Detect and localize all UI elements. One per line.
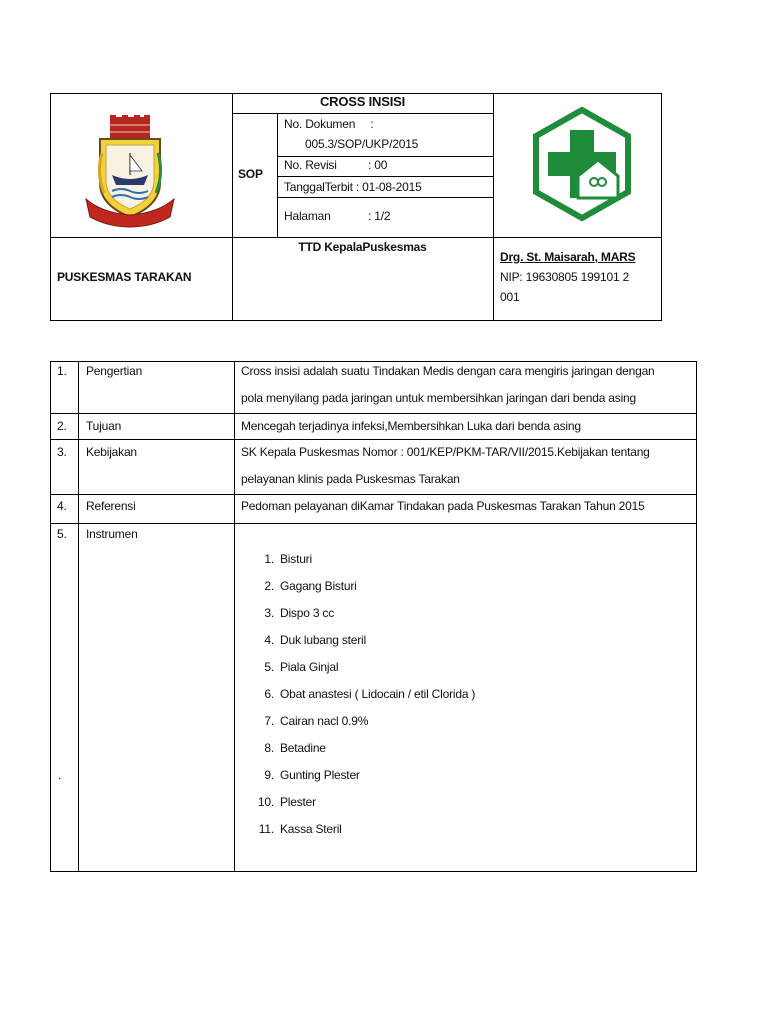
list-text: Betadine xyxy=(280,741,326,755)
list-number: 1. xyxy=(264,552,274,566)
list-item xyxy=(252,684,475,704)
content-border xyxy=(50,361,697,872)
row-label-referensi: Referensi xyxy=(86,499,136,513)
coat-of-arms-icon xyxy=(82,113,178,229)
revision-value: : 00 xyxy=(368,158,388,172)
list-text: Plester xyxy=(280,795,316,809)
list-number: 6. xyxy=(264,687,274,701)
row-label-kebijakan: Kebijakan xyxy=(86,445,137,459)
row-number: 5. xyxy=(57,527,67,541)
list-text: Obat anastesi ( Lidocain / etil Clorida ) xyxy=(280,687,476,701)
list-number: 8. xyxy=(264,741,274,755)
row-content-line: pelayanan klinis pada Puskesmas Tarakan xyxy=(241,472,460,486)
divider xyxy=(50,413,697,414)
coat-of-arms-logo xyxy=(82,113,178,229)
row-content-line: Cross insisi adalah suatu Tindakan Medis dengan cara mengiris jaringan dengan xyxy=(241,364,655,378)
signature-title: TTD KepalaPuskesmas xyxy=(298,240,427,254)
issue-date: TanggalTerbit : 01-08-2015 xyxy=(284,180,422,194)
row-number: 4. xyxy=(57,499,67,513)
row-label-pengertian: Pengertian xyxy=(86,364,143,378)
list-text: Piala Ginjal xyxy=(280,660,339,674)
divider xyxy=(277,176,494,177)
list-text: Gagang Bisturi xyxy=(280,579,357,593)
list-item xyxy=(252,765,360,785)
list-item xyxy=(252,576,357,596)
doc-number-label xyxy=(284,117,373,131)
divider xyxy=(78,361,79,872)
list-text: Bisturi xyxy=(280,552,312,566)
divider xyxy=(232,93,233,321)
list-number: 7. xyxy=(264,714,274,728)
page-label: Halaman xyxy=(284,209,331,223)
divider xyxy=(232,113,494,114)
list-text: Dispo 3 cc xyxy=(280,606,335,620)
divider xyxy=(234,361,235,872)
list-number: 5. xyxy=(264,660,274,674)
divider xyxy=(50,523,697,524)
document-title: CROSS INSISI xyxy=(319,94,405,109)
sop-label: SOP xyxy=(238,167,263,181)
list-item xyxy=(252,819,342,839)
row-content-line: pola menyilang pada jaringan untuk membersihkan jaringan dari benda asing xyxy=(241,391,636,405)
list-number: 11. xyxy=(258,822,274,836)
list-item xyxy=(252,657,338,677)
nip-line-1: NIP: 19630805 199101 2 xyxy=(500,270,630,284)
puskesmas-logo xyxy=(532,106,632,222)
list-text: Gunting Plester xyxy=(280,768,360,782)
row-content-line: Pedoman pelayanan diKamar Tindakan pada Puskesmas Tarakan Tahun 2015 xyxy=(241,499,645,513)
list-text: Duk lubang steril xyxy=(280,633,366,647)
puskesmas-logo-icon xyxy=(532,106,632,222)
list-number: 10. xyxy=(257,795,274,809)
list-text: Kassa Steril xyxy=(280,822,342,836)
list-item xyxy=(252,711,368,731)
organization-name: PUSKESMAS TARAKAN xyxy=(57,270,192,284)
list-number: 4. xyxy=(264,633,274,647)
row-label-tujuan: Tujuan xyxy=(86,419,122,433)
divider xyxy=(50,439,697,440)
row-content-line: SK Kepala Puskesmas Nomor : 001/KEP/PKM-TAR/VII/2015.Kebijakan tentang xyxy=(241,445,650,459)
doc-number-value: 005.3/SOP/UKP/2015 xyxy=(305,137,419,151)
revision-label: No. Revisi xyxy=(284,158,337,172)
doc-number-separator: : xyxy=(370,117,374,131)
list-item xyxy=(252,738,326,758)
head-name: Drg. St. Maisarah, MARS xyxy=(500,250,636,264)
divider xyxy=(50,494,697,495)
list-item xyxy=(252,549,312,569)
list-number: 3. xyxy=(264,606,274,620)
divider xyxy=(277,156,494,157)
list-number: 9. xyxy=(264,768,274,782)
row-label-instrumen: Instrumen xyxy=(86,527,138,541)
divider xyxy=(493,93,494,321)
page-value: : 1/2 xyxy=(368,209,391,223)
row-number: 1. xyxy=(57,364,67,378)
row-content-line: Mencegah terjadinya infeksi,Membersihkan Luka dari benda asing xyxy=(241,419,581,433)
list-item xyxy=(252,630,366,650)
list-item xyxy=(252,603,334,623)
divider xyxy=(50,237,662,238)
row-number: 2. xyxy=(57,419,67,433)
stray-dot: . xyxy=(58,768,62,782)
divider xyxy=(277,113,278,237)
row-number: 3. xyxy=(57,445,67,459)
list-text: Cairan nacl 0.9% xyxy=(280,714,369,728)
doc-number-label-text: No. Dokumen xyxy=(284,117,356,131)
list-item xyxy=(252,792,316,812)
list-number: 2. xyxy=(264,579,274,593)
nip-line-2: 001 xyxy=(500,290,520,304)
divider xyxy=(277,197,494,198)
